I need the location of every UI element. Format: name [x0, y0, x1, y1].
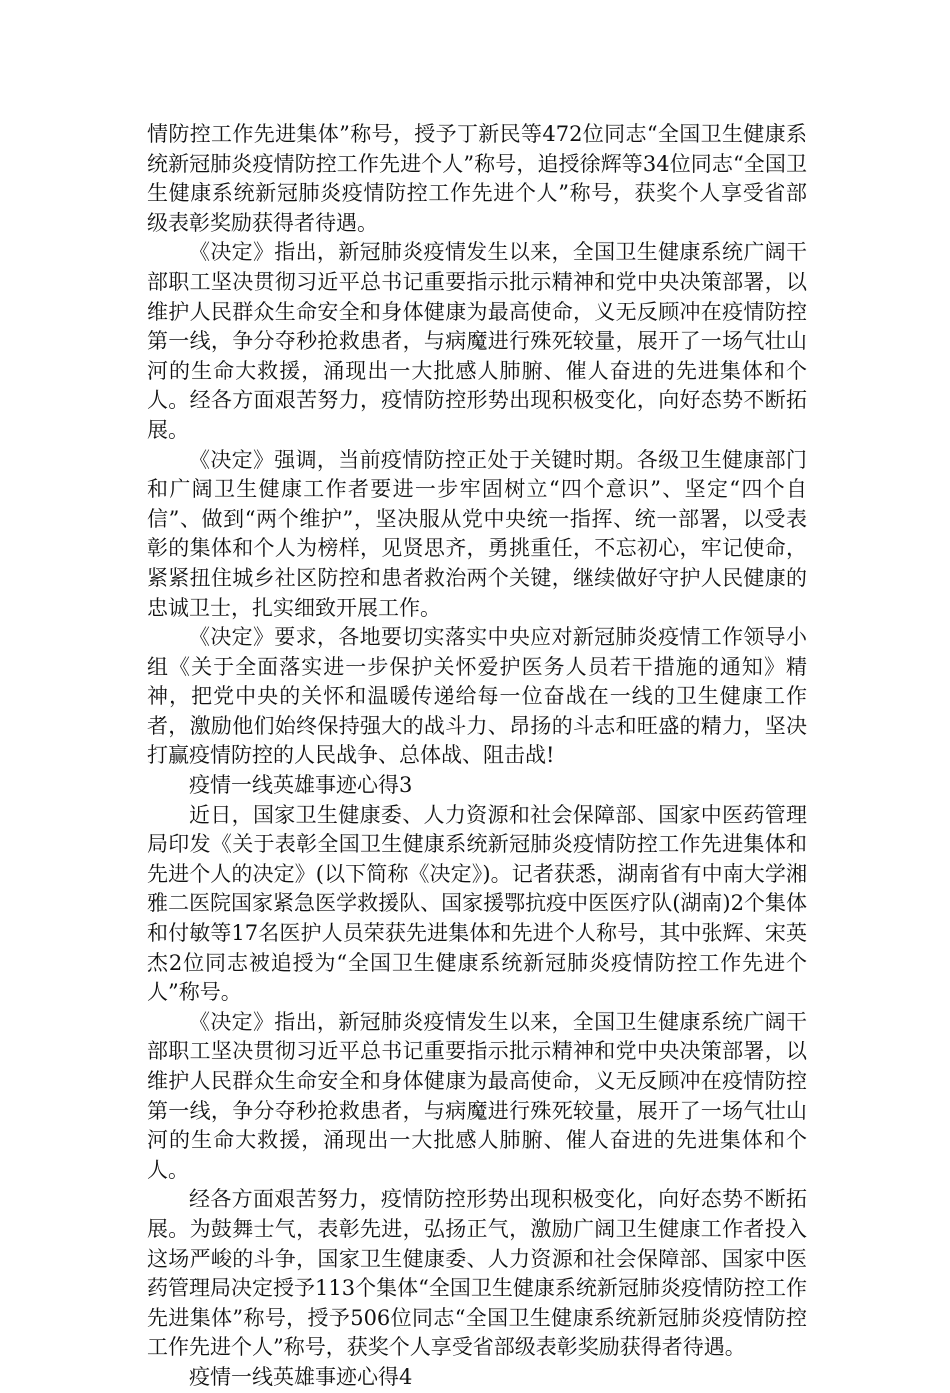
paragraph-efforts: 经各方面艰苦努力，疫情防控形势出现积极变化，向好态势不断拓展。为鼓舞士气，表彰先进，弘扬正气，激励广阔卫生健康工作者投入这场严峻的斗争，国家卫生健康委、人力资源和社会保障部、国家中医药管理局决定授予113个集体“全国卫生健康系统新冠肺炎疫情防控工作先进集体”称号，授予506位同志“全国卫生健康系统新冠肺炎疫情防控工作先进个人”称号，获奖个人享受省部级表彰奖励获得者待遇。: [147, 1187, 807, 1360]
paragraph-decision-points-out-2: 《决定》指出，新冠肺炎疫情发生以来，全国卫生健康系统广阔干部职工坚决贯彻习近平总书记重要指示批示精神和党中央决策部署，以维护人民群众生命安全和身体健康为最高使命，义无反顾冲在疫情防控第一线，争分夺秒抢救患者，与病魔进行殊死较量，展开了一场气壮山河的生命大救援，涌现出一大批感人肺腑、催人奋进的先进集体和个人。: [147, 1009, 807, 1182]
section-heading-3: 疫情一线英雄事迹心得3: [189, 773, 413, 798]
paragraph-continuation: 情防控工作先进集体”称号，授予丁新民等472位同志“全国卫生健康系统新冠肺炎疫情防控工作先进个人”称号，追授徐辉等34位同志“全国卫生健康系统新冠肺炎疫情防控工作先进个人”称号，获奖个人享受省部级表彰奖励获得者待遇。: [147, 122, 807, 235]
paragraph-decision-requires: 《决定》要求，各地要切实落实中央应对新冠肺炎疫情工作领导小组《关于全面落实进一步保护关怀爱护医务人员若干措施的通知》精神，把党中央的关怀和温暖传递给每一位奋战在一线的卫生健康工作者，激励他们始终保持强大的战斗力、昂扬的斗志和旺盛的精力，坚决打赢疫情防控的人民战争、总体战、阻击战!: [147, 625, 807, 768]
section-heading-4: 疫情一线英雄事迹心得4: [189, 1364, 413, 1389]
paragraph-decision-emphasizes: 《决定》强调，当前疫情防控正处于关键时期。各级卫生健康部门和广阔卫生健康工作者要进一步牢固树立“四个意识”、坚定“四个自信”、做到“两个维护”，坚决服从党中央统一指挥、统一部署，以受表彰的集体和个人为榜样，见贤思齐，勇挑重任，不忘初心，牢记使命，紧紧扭住城乡社区防控和患者救治两个关键，继续做好守护人民健康的忠诚卫士，扎实细致开展工作。: [147, 447, 807, 620]
paragraph-recently: 近日，国家卫生健康委、人力资源和社会保障部、国家中医药管理局印发《关于表彰全国卫生健康系统新冠肺炎疫情防控工作先进集体和先进个人的决定》(以下简称《决定》)。记者获悉，湖南省有中南大学湘雅二医院国家紧急医学救援队、国家援鄂抗疫中医医疗队(湖南)2个集体和付敏等17名医护人员荣获先进集体和先进个人称号，其中张辉、宋英杰2位同志被追授为“全国卫生健康系统新冠肺炎疫情防控工作先进个人”称号。: [147, 802, 807, 1005]
document-body: [147, 120, 807, 1393]
paragraph-decision-points-out: 《决定》指出，新冠肺炎疫情发生以来，全国卫生健康系统广阔干部职工坚决贯彻习近平总书记重要指示批示精神和党中央决策部署，以维护人民群众生命安全和身体健康为最高使命，义无反顾冲在疫情防控第一线，争分夺秒抢救患者，与病魔进行殊死较量，展开了一场气壮山河的生命大救援，涌现出一大批感人肺腑、催人奋进的先进集体和个人。经各方面艰苦努力，疫情防控形势出现积极变化，向好态势不断拓展。: [147, 240, 807, 442]
